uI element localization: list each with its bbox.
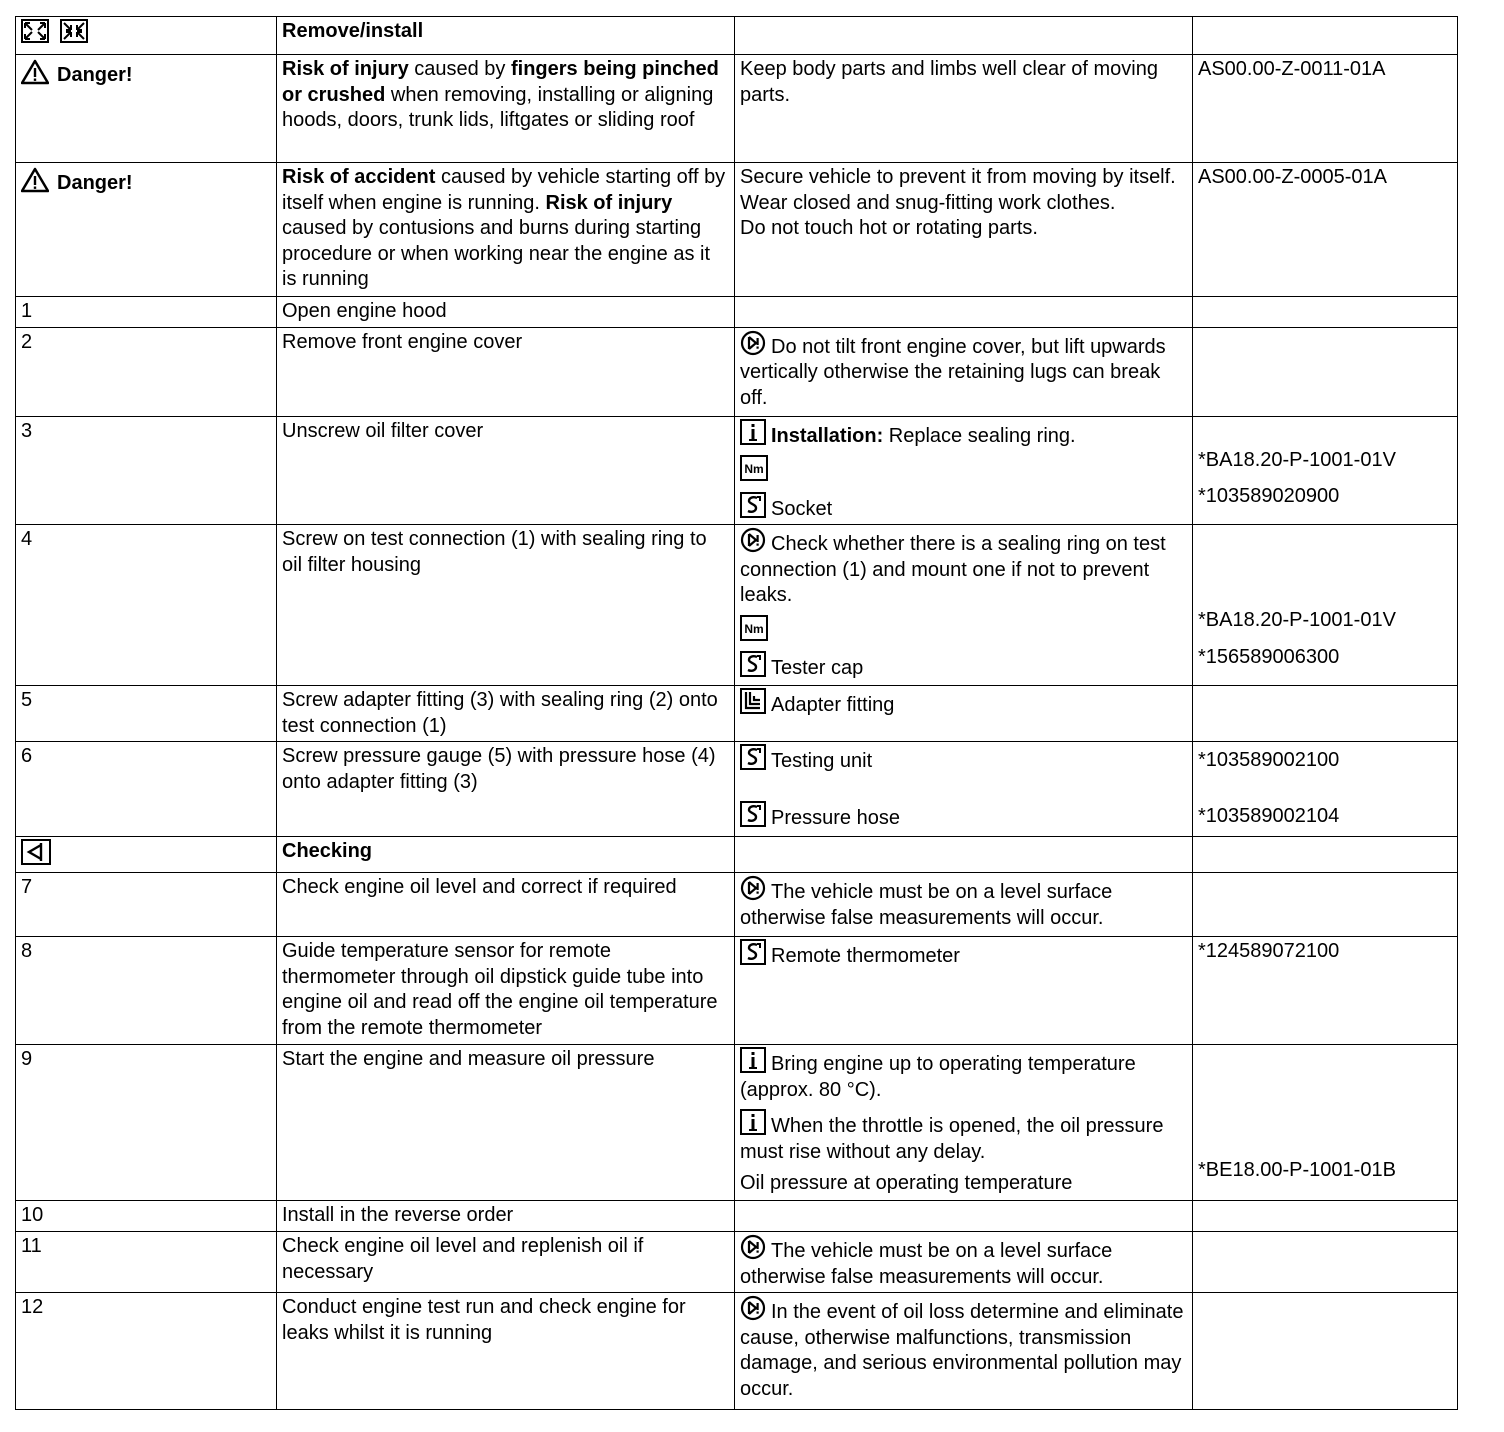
step-text: Unscrew oil filter cover — [277, 416, 735, 525]
step-text: Start the engine and measure oil pressure — [277, 1045, 735, 1201]
table-row — [16, 686, 1458, 742]
step-number: 9 — [16, 1045, 277, 1201]
info-icon — [740, 1109, 766, 1135]
danger-label: Danger! — [57, 172, 133, 194]
adapter-part-icon — [740, 688, 766, 714]
table-row — [16, 1293, 1458, 1410]
risk-description: Risk of accident caused by vehicle starting off by itself when engine is running. Risk of injury caused by contusions and burns during starting procedure or when working near the engine as it is running — [277, 163, 735, 297]
svg-text:Nm: Nm — [744, 621, 764, 636]
step-note: Bring engine up to operating temperature (approx. 80 °C). When the throttle is opened, the oil pressure must rise without any delay. Oil pressure at operating temperature — [735, 1045, 1193, 1201]
torque-nm-icon — [740, 615, 768, 641]
caution-circle-icon — [740, 527, 766, 553]
step-text: Screw on test connection (1) with sealing ring to oil filter housing — [277, 525, 735, 686]
step-text: Screw pressure gauge (5) with pressure hose (4) onto adapter fitting (3) — [277, 742, 735, 837]
step-text: Screw adapter fitting (3) with sealing ring (2) onto test connection (1) — [277, 686, 735, 742]
table-row — [16, 1201, 1458, 1232]
step-text: Guide temperature sensor for remote thermometer through oil dipstick guide tube into engine oil and read off the engine oil temperature from the remote thermometer — [277, 937, 735, 1045]
step-number: 8 — [16, 937, 277, 1045]
reference-code: *BA18.20-P-1001-01V *103589020900 — [1193, 416, 1458, 525]
reference-code: *103589002100 *103589002104 — [1193, 742, 1458, 837]
danger-cell — [16, 163, 277, 297]
caution-circle-icon — [740, 875, 766, 901]
safety-measures: Secure vehicle to prevent it from moving by itself. Wear closed and snug-fitting work clothes. Do not touch hot or rotating parts. — [735, 163, 1193, 297]
table-row — [16, 873, 1458, 937]
table-row — [16, 837, 1458, 873]
check-flag-icon — [21, 839, 51, 865]
step-note: Installation: Replace sealing ring. Nm Socket — [735, 416, 1193, 525]
step-note: Do not tilt front engine cover, but lift upwards vertically otherwise the retaining lugs can break off. — [735, 327, 1193, 416]
step-text: Check engine oil level and replenish oil if necessary — [277, 1232, 735, 1293]
header-icons-cell — [16, 17, 277, 55]
svg-text:Nm: Nm — [744, 462, 764, 476]
special-tool-icon — [740, 651, 766, 677]
table-row — [16, 416, 1458, 525]
step-number: 11 — [16, 1232, 277, 1293]
reference-code: *BE18.00-P-1001-01B — [1193, 1045, 1458, 1201]
step-text: Check engine oil level and correct if required — [277, 873, 735, 937]
step-number: 1 — [16, 297, 277, 328]
caution-circle-icon — [740, 1295, 766, 1321]
step-note: The vehicle must be on a level surface otherwise false measurements will occur. — [735, 873, 1193, 937]
special-tool-icon — [740, 492, 766, 518]
safety-measures: Keep body parts and limbs well clear of moving parts. — [735, 55, 1193, 163]
info-icon — [740, 1047, 766, 1073]
step-note: Check whether there is a sealing ring on test connection (1) and mount one if not to prevent leaks. Nm Tester cap — [735, 525, 1193, 686]
reference-code: *BA18.20-P-1001-01V *156589006300 — [1193, 525, 1458, 686]
table-row — [16, 1232, 1458, 1293]
step-text: Conduct engine test run and check engine for leaks whilst it is running — [277, 1293, 735, 1410]
expand-icon — [21, 19, 49, 43]
section-title: Remove/install — [277, 17, 735, 55]
step-number: 6 — [16, 742, 277, 837]
step-number: 10 — [16, 1201, 277, 1232]
step-note: In the event of oil loss determine and eliminate cause, otherwise malfunctions, transmission damage, and serious environmental pollution may occur. — [735, 1293, 1193, 1410]
step-text: Open engine hood — [277, 297, 735, 328]
reference-code: AS00.00-Z-0011-01A — [1193, 55, 1458, 163]
risk-description: Risk of injury caused by fingers being pinched or crushed when removing, installing or aligning hoods, doors, trunk lids, liftgates or sliding roof — [277, 55, 735, 163]
table-row — [16, 937, 1458, 1045]
step-note: The vehicle must be on a level surface otherwise false measurements will occur. — [735, 1232, 1193, 1293]
step-number: 4 — [16, 525, 277, 686]
danger-cell — [16, 55, 277, 163]
table-row — [16, 525, 1458, 686]
procedure-table — [15, 16, 1458, 1410]
warning-triangle-icon — [21, 59, 49, 93]
table-row — [16, 17, 1458, 55]
table-row — [16, 163, 1458, 297]
table-row — [16, 297, 1458, 328]
special-tool-icon — [740, 939, 766, 965]
table-row — [16, 327, 1458, 416]
section-title: Checking — [277, 837, 735, 873]
checking-icon-cell — [16, 837, 277, 873]
step-number: 5 — [16, 686, 277, 742]
step-number: 3 — [16, 416, 277, 525]
caution-circle-icon — [740, 1234, 766, 1260]
step-note: Remote thermometer — [735, 937, 1193, 1045]
info-icon — [740, 419, 766, 445]
reference-code: *124589072100 — [1193, 937, 1458, 1045]
step-text: Remove front engine cover — [277, 327, 735, 416]
step-number: 2 — [16, 327, 277, 416]
step-number: 7 — [16, 873, 277, 937]
special-tool-icon — [740, 744, 766, 770]
step-note: Testing unit Pressure hose — [735, 742, 1193, 837]
step-note: Adapter fitting — [735, 686, 1193, 742]
step-number: 12 — [16, 1293, 277, 1410]
danger-label: Danger! — [57, 64, 133, 86]
collapse-icon — [60, 19, 88, 43]
table-row — [16, 742, 1458, 837]
torque-nm-icon — [740, 455, 768, 481]
reference-code: AS00.00-Z-0005-01A — [1193, 163, 1458, 297]
table-row — [16, 55, 1458, 163]
warning-triangle-icon — [21, 167, 49, 201]
special-tool-icon — [740, 801, 766, 827]
table-row — [16, 1045, 1458, 1201]
step-text: Install in the reverse order — [277, 1201, 735, 1232]
caution-circle-icon — [740, 330, 766, 356]
